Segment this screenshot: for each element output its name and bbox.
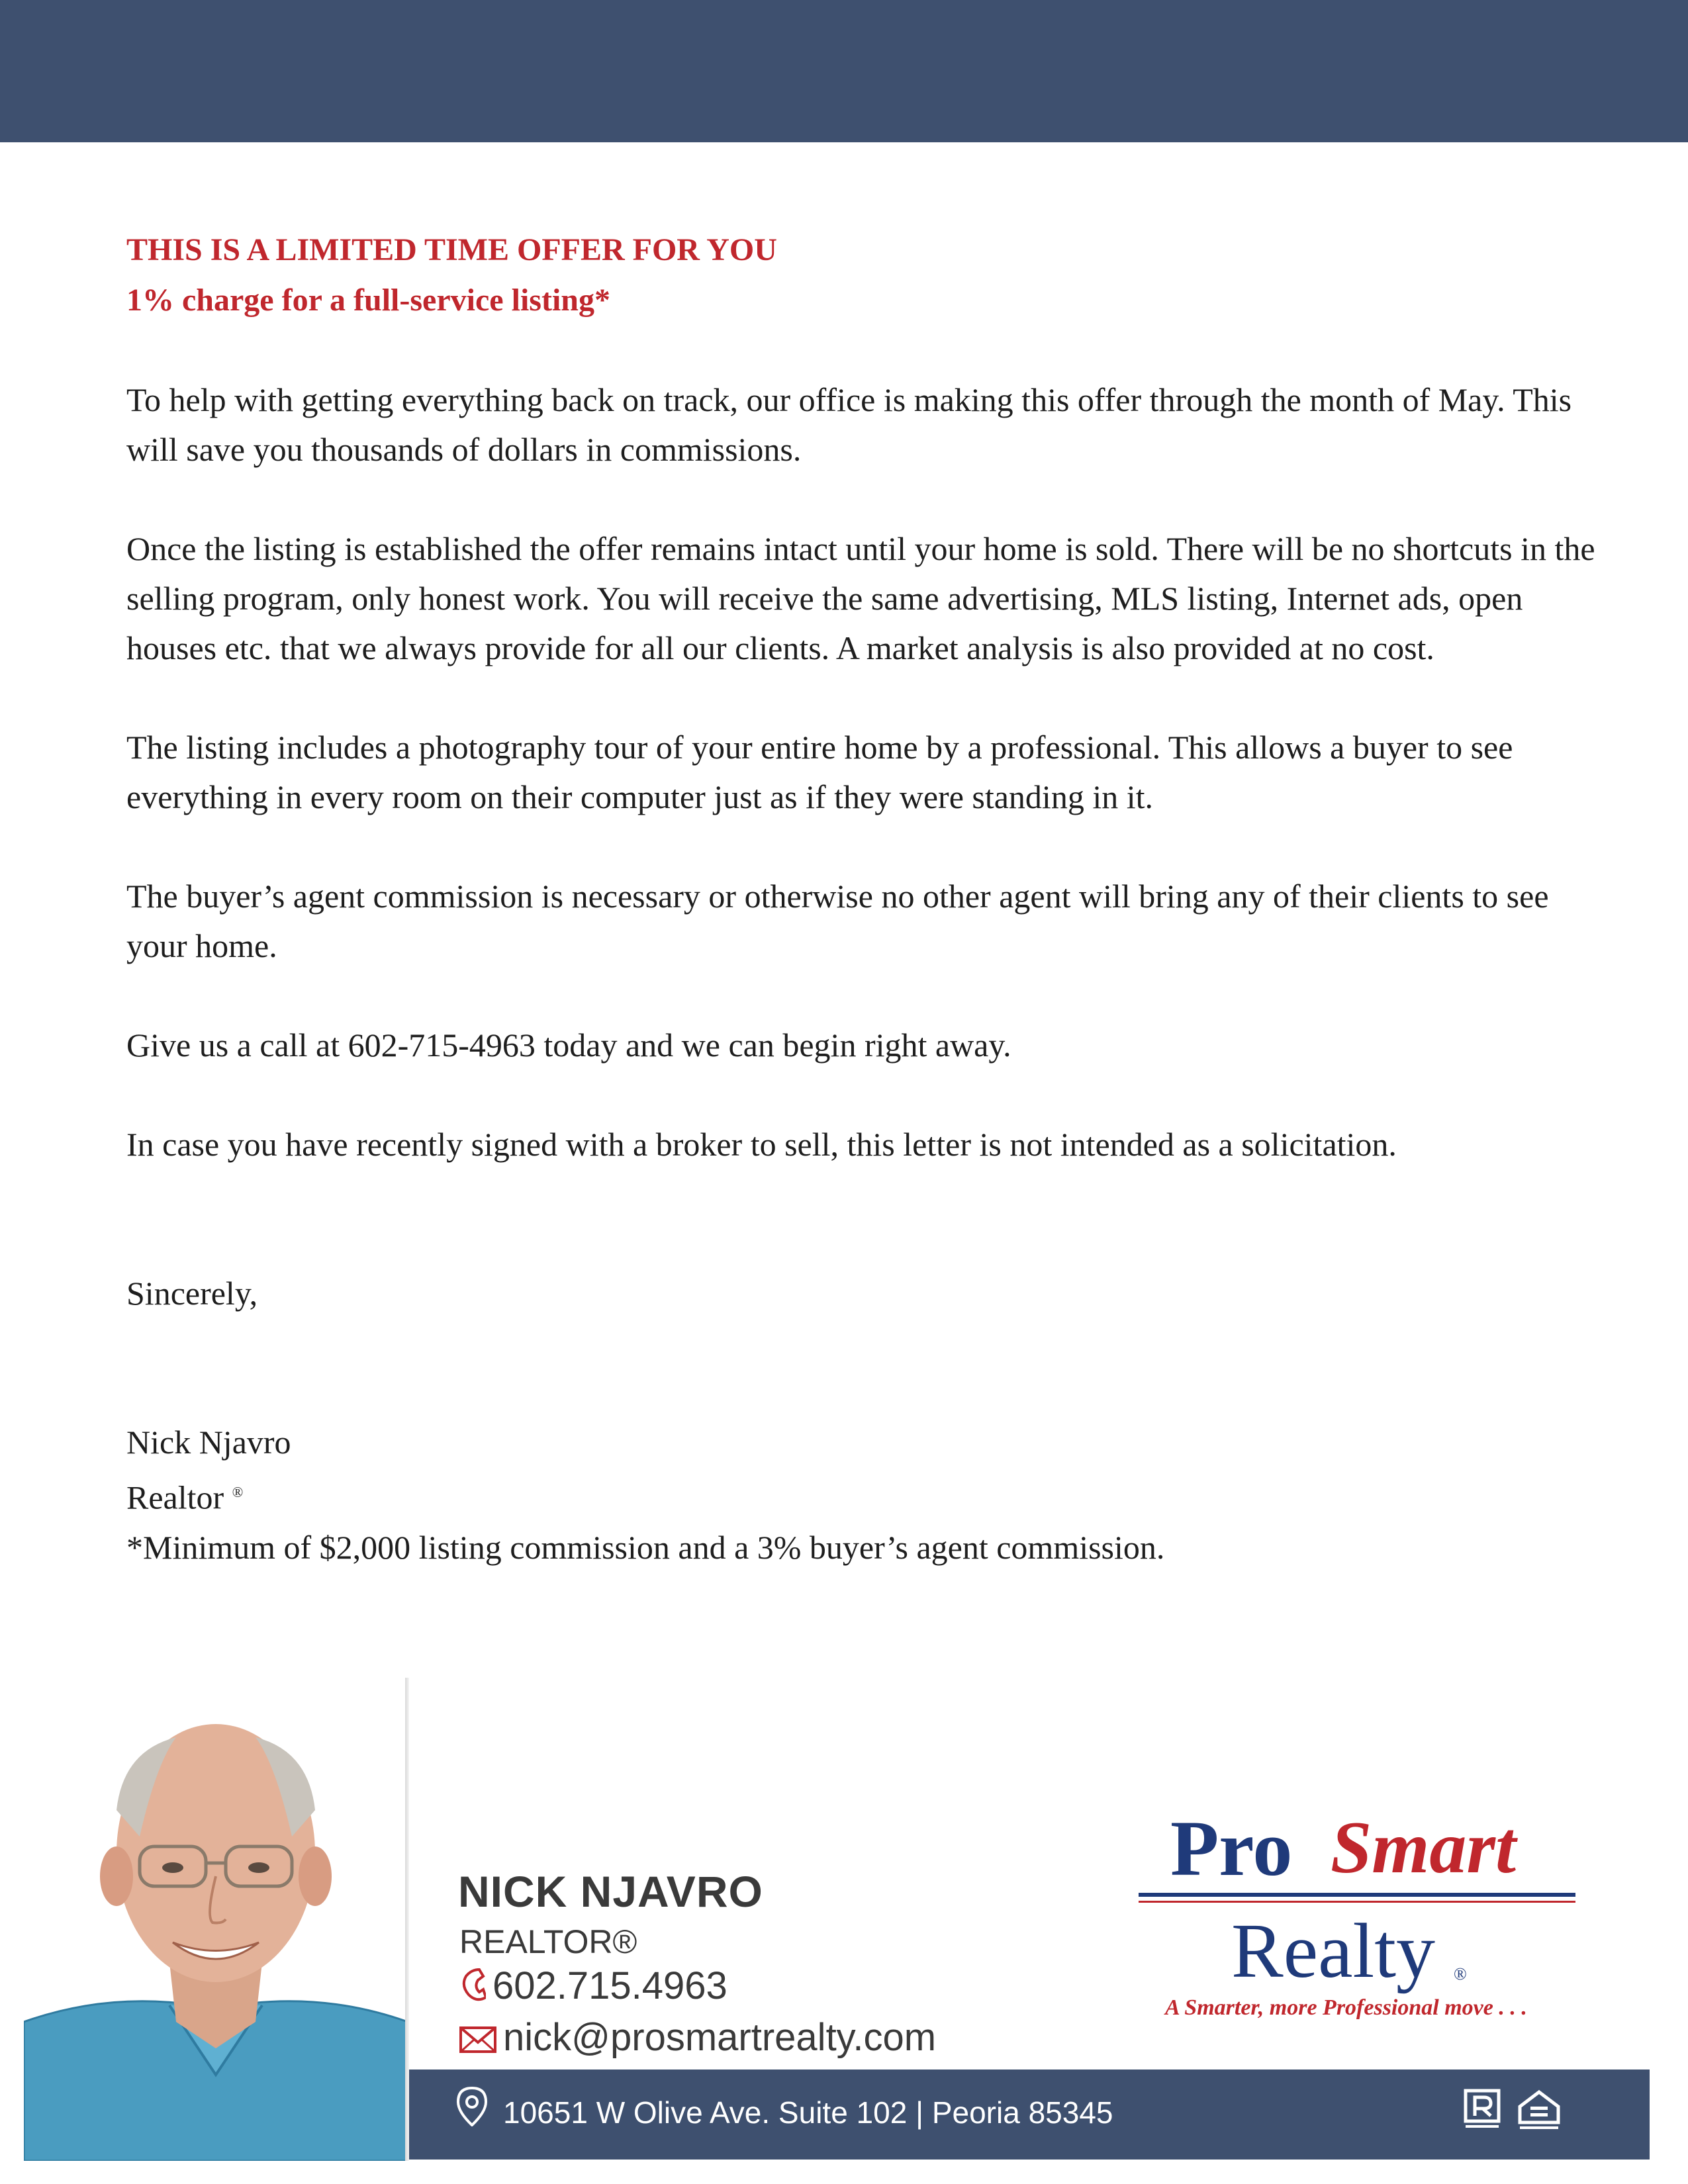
logo-realty-text: Realty (1231, 1907, 1436, 1994)
offer-headline: THIS IS A LIMITED TIME OFFER FOR YOU (126, 232, 777, 267)
signature-title-text: Realtor (126, 1479, 224, 1516)
offer-subheadline: 1% charge for a full-service listing* (126, 283, 610, 318)
paragraph-photography: The listing includes a photography tour of your entire home by a professional. This allows a buyer to see everything in every room on their computer just as if they were standing in it. (126, 729, 1513, 815)
footnote: *Minimum of $2,000 listing commission and a 3% buyer’s agent commission. (126, 1528, 1165, 1566)
logo-smart-text: Smart (1331, 1807, 1517, 1889)
logo-rule-blue (1139, 1893, 1575, 1897)
letter-body (126, 225, 1609, 1572)
business-card (0, 1678, 1688, 2184)
paragraph-intro: To help with getting everything back on track, our office is making this offer through the month of May. This will save you thousands of dollars in commissions. (126, 381, 1572, 468)
header-banner (0, 0, 1688, 142)
card-address: 10651 W Olive Ave. Suite 102 | Peoria 85345 (503, 2095, 1113, 2130)
prosmart-realty-logo (1139, 1804, 1589, 2020)
card-agent-title: REALTOR® (459, 1923, 637, 1960)
closing: Sincerely, (126, 1275, 258, 1312)
realtor-logo-icon (1463, 2088, 1503, 2133)
paragraph-buyer-agent: The buyer’s agent commission is necessary or otherwise no other agent will bring any of their clients to see your home. (126, 878, 1549, 964)
logo-tagline: A Smarter, more Professional move . . . (1165, 1995, 1527, 2020)
registered-mark: ® (232, 1484, 244, 1500)
paragraph-listing-terms: Once the listing is established the offer remains intact until your home is sold. There will be no shortcuts in the selling program, only honest work. You will receive the same advertising, MLS listing, Internet ads, open houses etc. that we always provide for all our clients. A market analysis is also provided at no cost. (126, 530, 1595, 666)
logo-registered-mark: ® (1454, 1964, 1467, 1983)
card-phone (459, 1964, 727, 2011)
phone-icon (459, 1966, 486, 2011)
card-agent-name: NICK NJAVRO (458, 1867, 763, 1916)
card-phone-number: 602.715.4963 (492, 1964, 727, 2007)
logo-rule-red (1139, 1901, 1575, 1903)
card-email (459, 2015, 936, 2062)
paragraph-disclaimer: In case you have recently signed with a broker to sell, this letter is not intended as a solicitation. (126, 1126, 1397, 1163)
logo-pro-text: Pro (1170, 1804, 1293, 1892)
mail-icon (459, 2018, 496, 2062)
signature-title (126, 1467, 1609, 1523)
location-pin-icon (457, 2087, 487, 2130)
card-email-address: nick@prosmartrealty.com (503, 2016, 937, 2059)
signature-name: Nick Njavro (126, 1424, 291, 1461)
paragraph-call-to-action: Give us a call at 602-715-4963 today and we can begin right away. (126, 1026, 1011, 1064)
equal-housing-icon (1516, 2088, 1562, 2133)
agent-photo (24, 1678, 408, 2161)
